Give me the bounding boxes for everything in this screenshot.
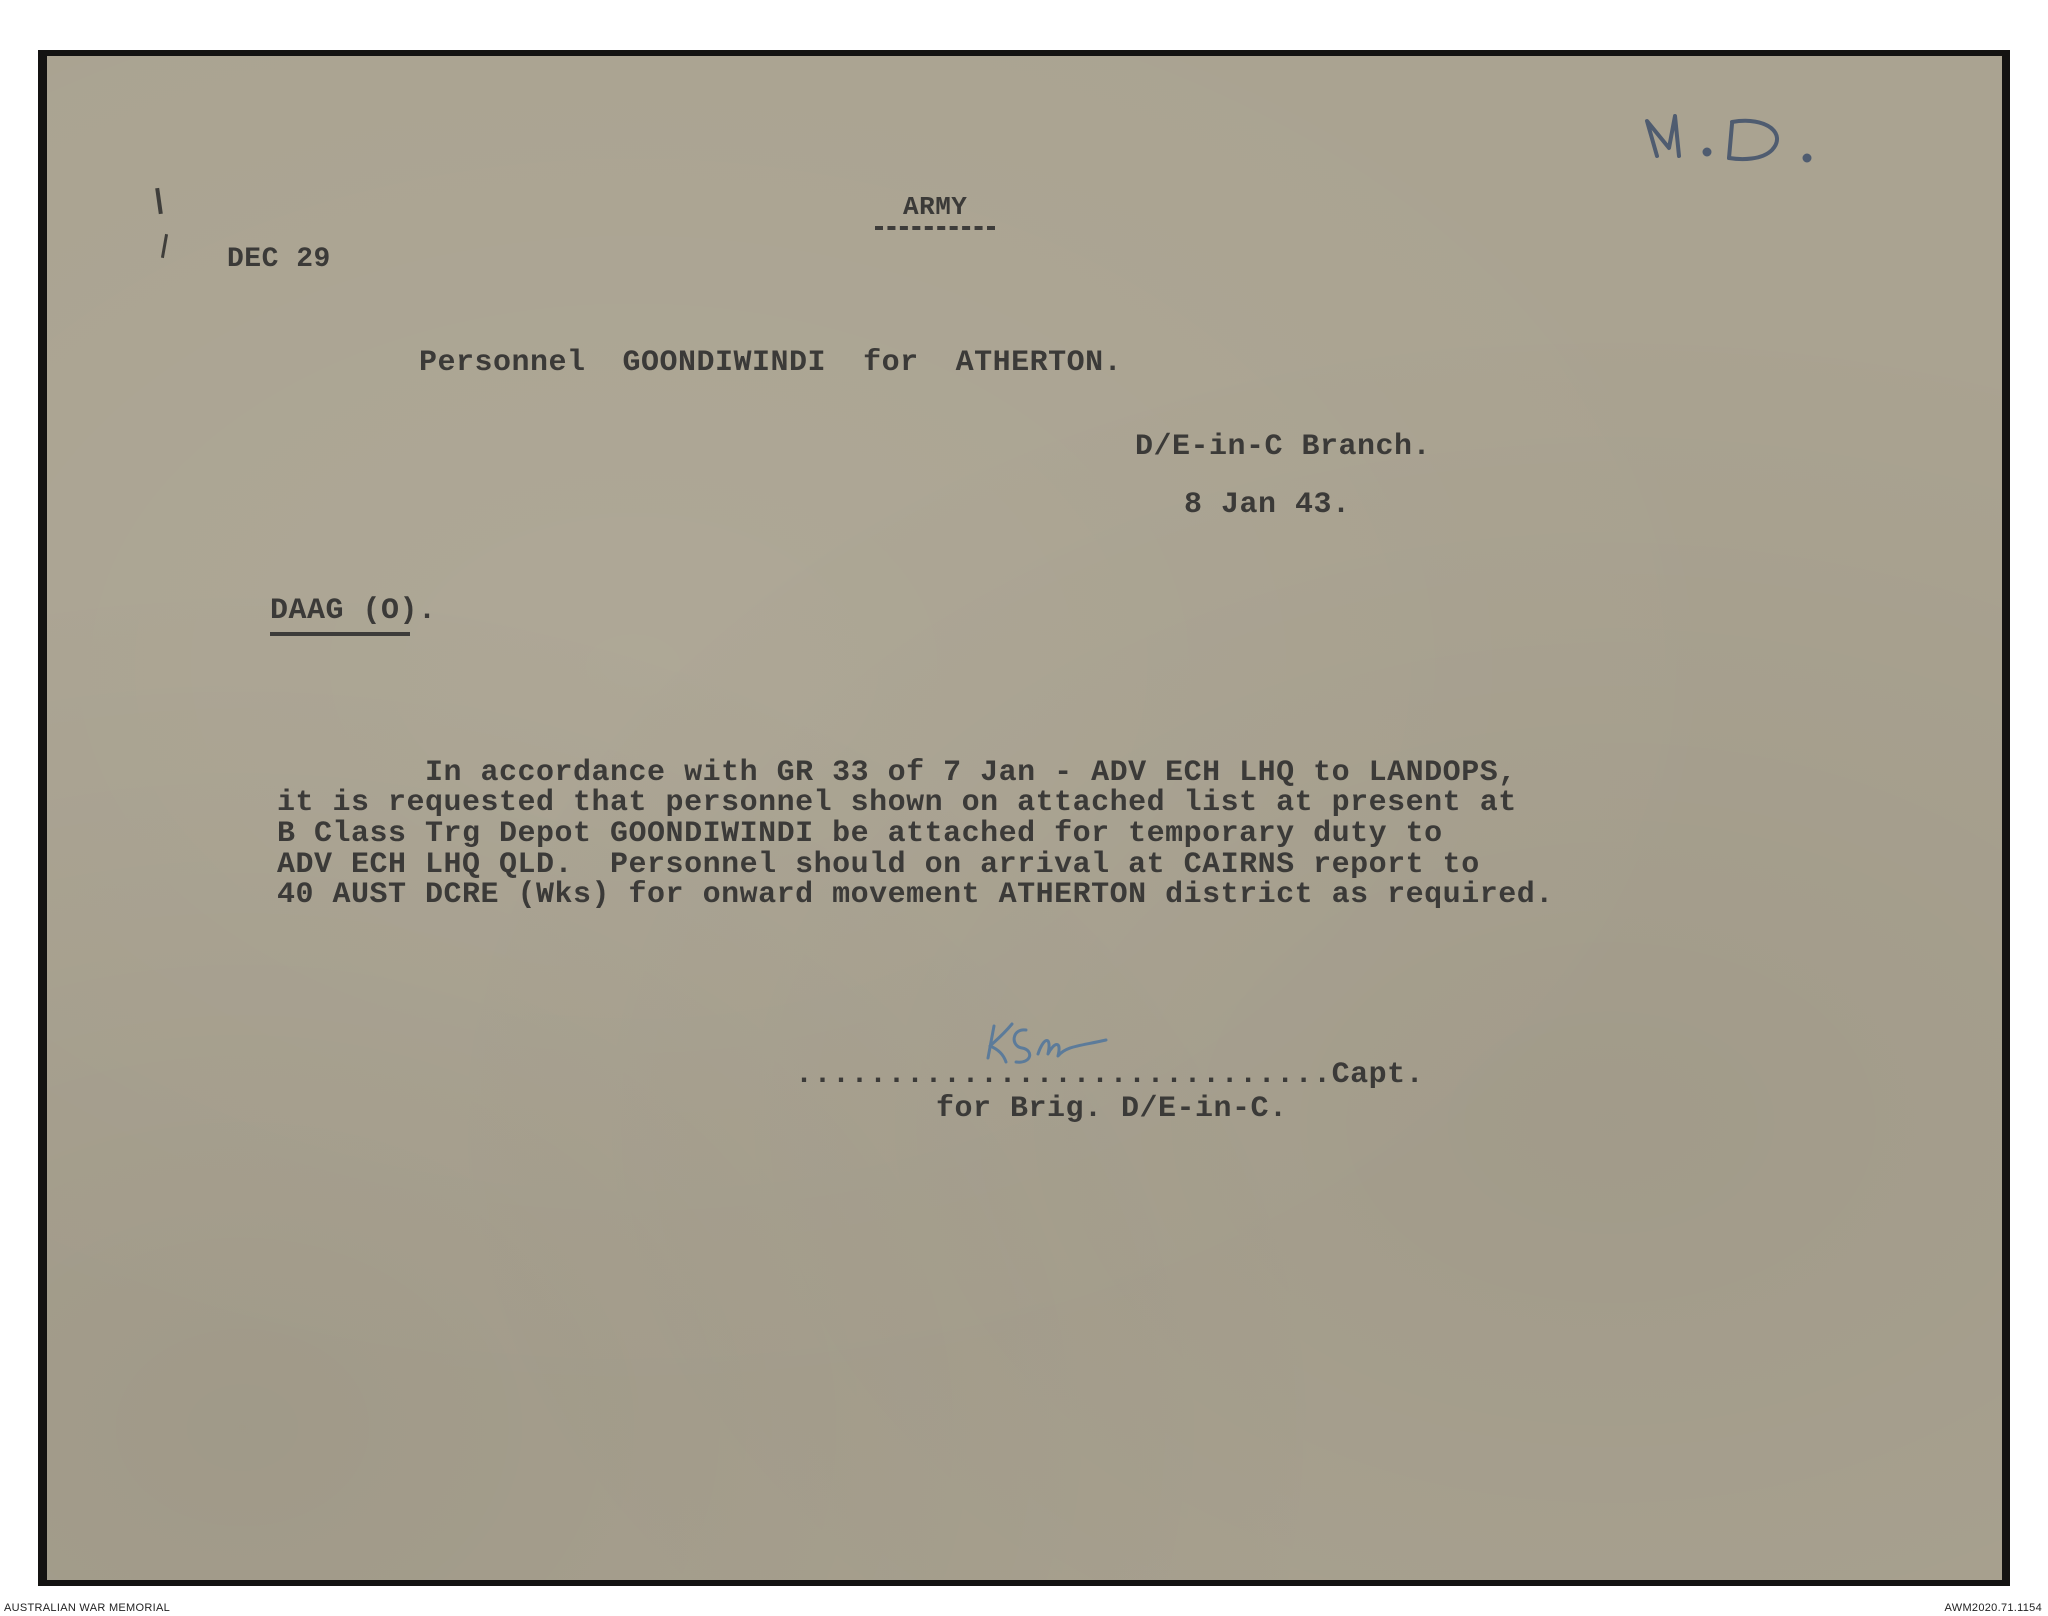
header-title: ARMY <box>903 192 968 222</box>
body-line: ADV ECH LHQ QLD. Personnel should on arrival at CAIRNS report to <box>277 848 1480 882</box>
addressee-line: DAAG (O). <box>270 594 437 628</box>
stamp-mark <box>155 188 163 214</box>
handwritten-initials <box>1637 86 1937 206</box>
signature-line: .............................Capt. <box>795 1058 1425 1092</box>
signature-for: for Brig. D/E-in-C. <box>936 1092 1288 1126</box>
addressee-underline <box>270 632 410 636</box>
body-line: B Class Trg Depot GOONDIWINDI be attached for temporary duty to <box>277 817 1443 851</box>
subject-line: Personnel GOONDIWINDI for ATHERTON. <box>419 346 1123 380</box>
footer-right: AWM2020.71.1154 <box>1944 1602 2042 1614</box>
document-sheet <box>47 56 2002 1580</box>
date-line: 8 Jan 43. <box>1184 488 1351 522</box>
header-underline <box>875 226 995 230</box>
body-line: 40 AUST DCRE (Wks) for onward movement ATHERTON district as required. <box>277 878 1554 912</box>
date-stamp: DEC 29 <box>227 244 331 275</box>
branch-line: D/E-in-C Branch. <box>1135 430 1432 464</box>
stamp-mark <box>161 234 168 258</box>
body-line: it is requested that personnel shown on attached list at present at <box>277 786 1517 820</box>
body-line: In accordance with GR 33 of 7 Jan - ADV ECH LHQ to LANDOPS, <box>277 756 1517 790</box>
footer-left: AUSTRALIAN WAR MEMORIAL <box>4 1602 171 1614</box>
